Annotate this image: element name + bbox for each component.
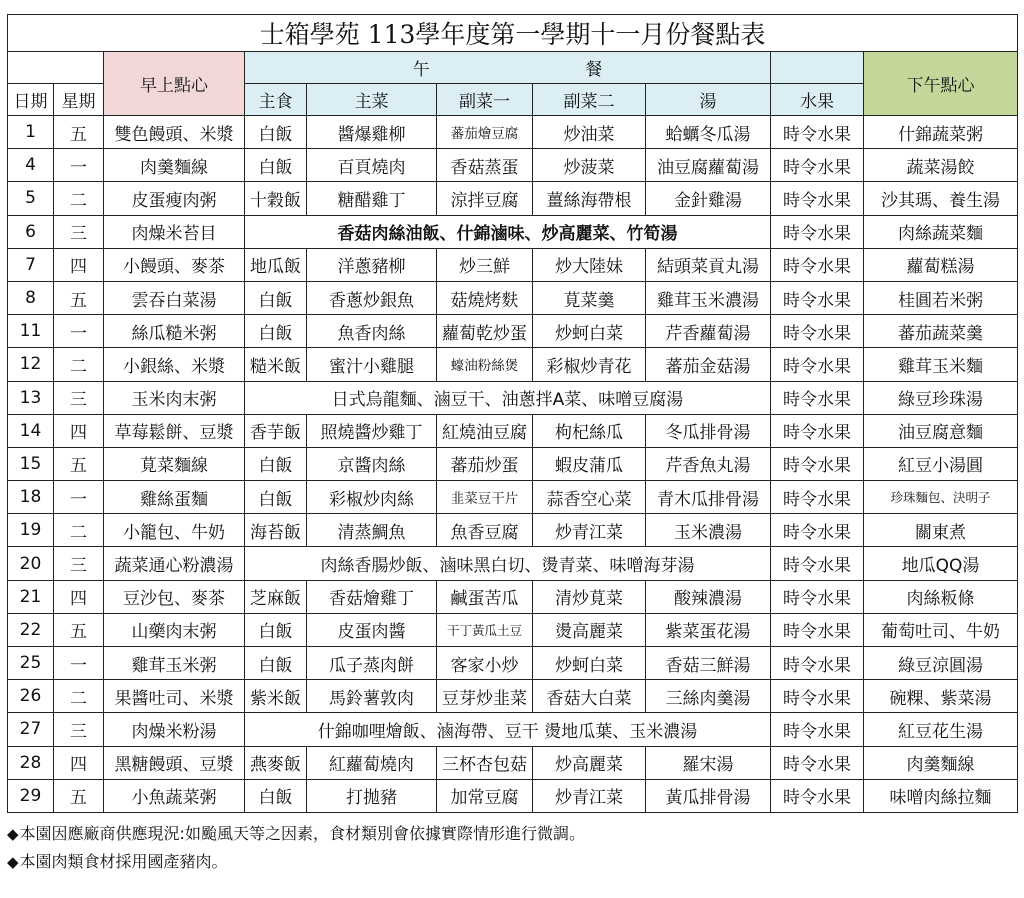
- fruit-cell: 時令水果: [771, 514, 864, 547]
- weekday-cell: 二: [54, 348, 104, 381]
- soup-cell: 芹香魚丸湯: [646, 447, 771, 480]
- fruit-cell: 時令水果: [771, 182, 864, 215]
- side-dish-2-cell: 燙高麗菜: [533, 613, 646, 646]
- breakfast-cell: 草莓鬆餅、豆漿: [104, 414, 245, 447]
- main-dish-header: 主菜: [307, 84, 437, 116]
- weekday-cell: 五: [54, 281, 104, 314]
- breakfast-header: 早上點心: [104, 52, 245, 116]
- menu-body: [8, 116, 1018, 813]
- date-cell: 15: [8, 447, 54, 480]
- fruit-cell: 時令水果: [771, 116, 864, 149]
- side-dish-1-header: 副菜一: [437, 84, 533, 116]
- side-dish-1-cell: 涼拌豆腐: [437, 182, 533, 215]
- fruit-cell: 時令水果: [771, 348, 864, 381]
- fruit-cell: 時令水果: [771, 580, 864, 613]
- side-dish-2-cell: 蝦皮蒲瓜: [533, 447, 646, 480]
- main-dish-cell: 打拋豬: [307, 779, 437, 812]
- blank-header-cell: [8, 52, 104, 84]
- side-dish-2-cell: 蒜香空心菜: [533, 481, 646, 514]
- breakfast-cell: 莧菜麵線: [104, 447, 245, 480]
- side-dish-1-cell: 菇燒烤麩: [437, 281, 533, 314]
- table-row: [8, 481, 1018, 514]
- soup-cell: 酸辣濃湯: [646, 580, 771, 613]
- date-cell: 27: [8, 713, 54, 746]
- breakfast-cell: 小饅頭、麥茶: [104, 248, 245, 281]
- weekday-cell: 一: [54, 149, 104, 182]
- staple-cell: 白飯: [245, 481, 307, 514]
- side-dish-1-cell: 韭菜豆干片: [437, 481, 533, 514]
- table-row: [8, 281, 1018, 314]
- lunch-header-left: 午: [412, 60, 430, 80]
- table-row: [8, 215, 1018, 248]
- afternoon-cell: 碗粿、紫菜湯: [864, 680, 1018, 713]
- afternoon-cell: 紅豆花生湯: [864, 713, 1018, 746]
- weekday-cell: 五: [54, 779, 104, 812]
- main-dish-cell: 紅蘿蔔燒肉: [307, 746, 437, 779]
- afternoon-cell: 蔬菜湯餃: [864, 149, 1018, 182]
- main-dish-cell: 百頁燒肉: [307, 149, 437, 182]
- date-cell: 13: [8, 381, 54, 414]
- afternoon-cell: 綠豆涼圓湯: [864, 647, 1018, 680]
- weekday-cell: 四: [54, 248, 104, 281]
- diamond-bullet-icon: ◆: [7, 824, 19, 843]
- side-dish-1-cell: 干丁黃瓜土豆: [437, 613, 533, 646]
- fruit-cell: 時令水果: [771, 779, 864, 812]
- lunch-header: [245, 52, 771, 84]
- date-cell: 7: [8, 248, 54, 281]
- side-dish-2-cell: 炒青江菜: [533, 779, 646, 812]
- staple-cell: 香芋飯: [245, 414, 307, 447]
- breakfast-cell: 小銀絲、米漿: [104, 348, 245, 381]
- afternoon-cell: 油豆腐意麵: [864, 414, 1018, 447]
- soup-cell: 紫菜蛋花湯: [646, 613, 771, 646]
- table-row: [8, 182, 1018, 215]
- breakfast-cell: 蔬菜通心粉濃湯: [104, 547, 245, 580]
- side-dish-1-cell: 加常豆腐: [437, 779, 533, 812]
- side-dish-1-cell: 蕃茄炒蛋: [437, 447, 533, 480]
- side-dish-2-cell: 炒高麗菜: [533, 746, 646, 779]
- page-title: 士箱學苑 113學年度第一學期十一月份餐點表: [8, 15, 1018, 52]
- side-dish-1-cell: 炒三鮮: [437, 248, 533, 281]
- table-row: [8, 315, 1018, 348]
- note-item: [7, 820, 1017, 848]
- side-dish-1-cell: 蠔油粉絲煲: [437, 348, 533, 381]
- date-cell: 4: [8, 149, 54, 182]
- side-dish-2-cell: 炒菠菜: [533, 149, 646, 182]
- side-dish-2-cell: 炒蚵白菜: [533, 647, 646, 680]
- afternoon-cell: 蘿蔔糕湯: [864, 248, 1018, 281]
- weekday-header: 星期: [54, 84, 104, 116]
- weekday-cell: 四: [54, 414, 104, 447]
- afternoon-cell: 雞茸玉米麵: [864, 348, 1018, 381]
- diamond-bullet-icon: ◆: [7, 852, 19, 871]
- lunch-combined-cell: 肉絲香腸炒飯、滷味黑白切、燙青菜、味噌海芽湯: [245, 547, 771, 580]
- soup-header: 湯: [646, 84, 771, 116]
- fruit-cell: 時令水果: [771, 447, 864, 480]
- side-dish-2-cell: 炒油菜: [533, 116, 646, 149]
- side-dish-2-cell: 彩椒炒青花: [533, 348, 646, 381]
- fruit-cell: 時令水果: [771, 381, 864, 414]
- staple-cell: 糙米飯: [245, 348, 307, 381]
- staple-cell: 白飯: [245, 281, 307, 314]
- fruit-cell: 時令水果: [771, 414, 864, 447]
- date-cell: 21: [8, 580, 54, 613]
- breakfast-cell: 雲吞白菜湯: [104, 281, 245, 314]
- main-dish-cell: 彩椒炒肉絲: [307, 481, 437, 514]
- afternoon-cell: 肉羹麵線: [864, 746, 1018, 779]
- side-dish-1-cell: 客家小炒: [437, 647, 533, 680]
- table-row: [8, 613, 1018, 646]
- fruit-cell: 時令水果: [771, 481, 864, 514]
- date-cell: 1: [8, 116, 54, 149]
- weekday-cell: 二: [54, 182, 104, 215]
- side-dish-1-cell: 蘿蔔乾炒蛋: [437, 315, 533, 348]
- side-dish-1-cell: 鹹蛋苦瓜: [437, 580, 533, 613]
- lunch-header-right: 餐: [585, 60, 603, 80]
- staple-cell: 白飯: [245, 613, 307, 646]
- soup-cell: 香菇三鮮湯: [646, 647, 771, 680]
- fruit-cell: 時令水果: [771, 613, 864, 646]
- table-row: [8, 713, 1018, 746]
- weekday-cell: 二: [54, 680, 104, 713]
- soup-cell: 黃瓜排骨湯: [646, 779, 771, 812]
- breakfast-cell: 小魚蔬菜粥: [104, 779, 245, 812]
- afternoon-cell: 肉絲蔬菜麵: [864, 215, 1018, 248]
- soup-cell: 三絲肉羹湯: [646, 680, 771, 713]
- weekday-cell: 四: [54, 746, 104, 779]
- staple-cell: 海苔飯: [245, 514, 307, 547]
- table-row: [8, 647, 1018, 680]
- staple-cell: 燕麥飯: [245, 746, 307, 779]
- staple-header: 主食: [245, 84, 307, 116]
- breakfast-cell: 皮蛋瘦肉粥: [104, 182, 245, 215]
- staple-cell: 地瓜飯: [245, 248, 307, 281]
- table-row: [8, 414, 1018, 447]
- afternoon-cell: 蕃茄蔬菜羹: [864, 315, 1018, 348]
- side-dish-2-cell: 炒蚵白菜: [533, 315, 646, 348]
- afternoon-cell: 肉絲粄條: [864, 580, 1018, 613]
- staple-cell: 芝麻飯: [245, 580, 307, 613]
- lunch-combined-cell: 什錦咖哩燴飯、滷海帶、豆干 燙地瓜葉、玉米濃湯: [245, 713, 771, 746]
- weekday-cell: 五: [54, 116, 104, 149]
- weekday-cell: 一: [54, 481, 104, 514]
- side-dish-1-cell: 香菇蒸蛋: [437, 149, 533, 182]
- main-dish-cell: 瓜子蒸肉餅: [307, 647, 437, 680]
- fruit-cell: 時令水果: [771, 647, 864, 680]
- breakfast-cell: 果醬吐司、米漿: [104, 680, 245, 713]
- table-row: [8, 348, 1018, 381]
- breakfast-cell: 絲瓜糙米粥: [104, 315, 245, 348]
- breakfast-cell: 雙色饅頭、米漿: [104, 116, 245, 149]
- staple-cell: 白飯: [245, 447, 307, 480]
- side-dish-2-cell: 薑絲海帶根: [533, 182, 646, 215]
- date-cell: 29: [8, 779, 54, 812]
- side-dish-2-cell: 清炒莧菜: [533, 580, 646, 613]
- fruit-cell: 時令水果: [771, 215, 864, 248]
- breakfast-cell: 山藥肉末粥: [104, 613, 245, 646]
- side-dish-1-cell: 紅燒油豆腐: [437, 414, 533, 447]
- afternoon-cell: 什錦蔬菜粥: [864, 116, 1018, 149]
- soup-cell: 蕃茄金菇湯: [646, 348, 771, 381]
- afternoon-cell: 紅豆小湯圓: [864, 447, 1018, 480]
- main-dish-cell: 蜜汁小雞腿: [307, 348, 437, 381]
- breakfast-cell: 肉燥米粉湯: [104, 713, 245, 746]
- fruit-cell: 時令水果: [771, 746, 864, 779]
- main-dish-cell: 皮蛋肉醬: [307, 613, 437, 646]
- fruit-cell: 時令水果: [771, 547, 864, 580]
- date-cell: 8: [8, 281, 54, 314]
- afternoon-cell: 桂圓若米粥: [864, 281, 1018, 314]
- fruit-cell: 時令水果: [771, 680, 864, 713]
- soup-cell: 芹香蘿蔔湯: [646, 315, 771, 348]
- menu-table: [7, 14, 1018, 813]
- afternoon-cell: 沙其瑪、養生湯: [864, 182, 1018, 215]
- breakfast-cell: 小籠包、牛奶: [104, 514, 245, 547]
- weekday-cell: 三: [54, 381, 104, 414]
- staple-cell: 白飯: [245, 779, 307, 812]
- main-dish-cell: 馬鈴薯敦肉: [307, 680, 437, 713]
- table-row: [8, 116, 1018, 149]
- main-dish-cell: 香蔥炒銀魚: [307, 281, 437, 314]
- main-dish-cell: 照燒醬炒雞丁: [307, 414, 437, 447]
- main-dish-cell: 魚香肉絲: [307, 315, 437, 348]
- main-dish-cell: 洋蔥豬柳: [307, 248, 437, 281]
- breakfast-cell: 黑糖饅頭、豆漿: [104, 746, 245, 779]
- breakfast-cell: 雞絲蛋麵: [104, 481, 245, 514]
- breakfast-cell: 玉米肉末粥: [104, 381, 245, 414]
- table-row: [8, 248, 1018, 281]
- table-row: [8, 447, 1018, 480]
- afternoon-cell: 地瓜QQ湯: [864, 547, 1018, 580]
- soup-cell: 油豆腐蘿蔔湯: [646, 149, 771, 182]
- weekday-cell: 五: [54, 613, 104, 646]
- date-header: 日期: [8, 84, 54, 116]
- breakfast-cell: 豆沙包、麥茶: [104, 580, 245, 613]
- table-row: [8, 149, 1018, 182]
- side-dish-2-cell: 莧菜羹: [533, 281, 646, 314]
- fruit-header: 水果: [771, 84, 864, 116]
- soup-cell: 蛤蠣冬瓜湯: [646, 116, 771, 149]
- soup-cell: 青木瓜排骨湯: [646, 481, 771, 514]
- main-dish-cell: 醬爆雞柳: [307, 116, 437, 149]
- breakfast-cell: 雞茸玉米粥: [104, 647, 245, 680]
- soup-cell: 雞茸玉米濃湯: [646, 281, 771, 314]
- side-dish-1-cell: 三杯杏包菇: [437, 746, 533, 779]
- weekday-cell: 五: [54, 447, 104, 480]
- weekday-cell: 四: [54, 580, 104, 613]
- table-row: [8, 680, 1018, 713]
- soup-cell: 羅宋湯: [646, 746, 771, 779]
- table-row: [8, 746, 1018, 779]
- afternoon-header: 下午點心: [864, 52, 1018, 116]
- main-dish-cell: 京醬肉絲: [307, 447, 437, 480]
- staple-cell: 白飯: [245, 315, 307, 348]
- fruit-cell: 時令水果: [771, 281, 864, 314]
- weekday-cell: 三: [54, 547, 104, 580]
- afternoon-cell: 味噌肉絲拉麵: [864, 779, 1018, 812]
- fruit-header-top: [771, 52, 864, 84]
- table-row: [8, 514, 1018, 547]
- main-dish-cell: 清蒸鯛魚: [307, 514, 437, 547]
- side-dish-2-cell: 香菇大白菜: [533, 680, 646, 713]
- main-dish-cell: 香菇燴雞丁: [307, 580, 437, 613]
- date-cell: 18: [8, 481, 54, 514]
- side-dish-2-cell: 炒大陸妹: [533, 248, 646, 281]
- date-cell: 6: [8, 215, 54, 248]
- soup-cell: 冬瓜排骨湯: [646, 414, 771, 447]
- weekday-cell: 一: [54, 315, 104, 348]
- staple-cell: 十穀飯: [245, 182, 307, 215]
- note-item: [7, 848, 1017, 876]
- weekday-cell: 一: [54, 647, 104, 680]
- afternoon-cell: 珍珠麵包、決明子: [864, 481, 1018, 514]
- afternoon-cell: 綠豆珍珠湯: [864, 381, 1018, 414]
- date-cell: 12: [8, 348, 54, 381]
- side-dish-2-cell: 炒青江菜: [533, 514, 646, 547]
- note-text: 本園因應廠商供應現況:如颱風天等之因素，食材類別會依據實際情形進行微調。: [19, 823, 585, 843]
- staple-cell: 白飯: [245, 116, 307, 149]
- staple-cell: 白飯: [245, 647, 307, 680]
- fruit-cell: 時令水果: [771, 149, 864, 182]
- side-dish-1-cell: 魚香豆腐: [437, 514, 533, 547]
- lunch-combined-cell: 日式烏龍麵、滷豆干、油蔥拌A菜、味噌豆腐湯: [245, 381, 771, 414]
- date-cell: 5: [8, 182, 54, 215]
- date-cell: 20: [8, 547, 54, 580]
- afternoon-cell: 關東煮: [864, 514, 1018, 547]
- weekday-cell: 二: [54, 514, 104, 547]
- soup-cell: 金針雞湯: [646, 182, 771, 215]
- date-cell: 14: [8, 414, 54, 447]
- weekday-cell: 三: [54, 713, 104, 746]
- table-row: [8, 381, 1018, 414]
- menu-sheet: [7, 14, 1017, 876]
- lunch-combined-cell: 香菇肉絲油飯、什錦滷味、炒高麗菜、竹筍湯: [245, 215, 771, 248]
- side-dish-2-header: 副菜二: [533, 84, 646, 116]
- soup-cell: 玉米濃湯: [646, 514, 771, 547]
- table-row: [8, 779, 1018, 812]
- soup-cell: 結頭菜貢丸湯: [646, 248, 771, 281]
- note-text: 本園肉類食材採用國產豬肉。: [19, 851, 228, 871]
- fruit-cell: 時令水果: [771, 248, 864, 281]
- notes: [7, 820, 1017, 876]
- date-cell: 19: [8, 514, 54, 547]
- fruit-cell: 時令水果: [771, 315, 864, 348]
- fruit-cell: 時令水果: [771, 713, 864, 746]
- weekday-cell: 三: [54, 215, 104, 248]
- side-dish-1-cell: 蕃茄燴豆腐: [437, 116, 533, 149]
- side-dish-2-cell: 枸杞絲瓜: [533, 414, 646, 447]
- date-cell: 11: [8, 315, 54, 348]
- main-dish-cell: 糖醋雞丁: [307, 182, 437, 215]
- side-dish-1-cell: 豆芽炒韭菜: [437, 680, 533, 713]
- date-cell: 26: [8, 680, 54, 713]
- table-row: [8, 580, 1018, 613]
- date-cell: 25: [8, 647, 54, 680]
- table-row: [8, 547, 1018, 580]
- staple-cell: 白飯: [245, 149, 307, 182]
- date-cell: 22: [8, 613, 54, 646]
- date-cell: 28: [8, 746, 54, 779]
- breakfast-cell: 肉羹麵線: [104, 149, 245, 182]
- staple-cell: 紫米飯: [245, 680, 307, 713]
- breakfast-cell: 肉燥米苔目: [104, 215, 245, 248]
- afternoon-cell: 葡萄吐司、牛奶: [864, 613, 1018, 646]
